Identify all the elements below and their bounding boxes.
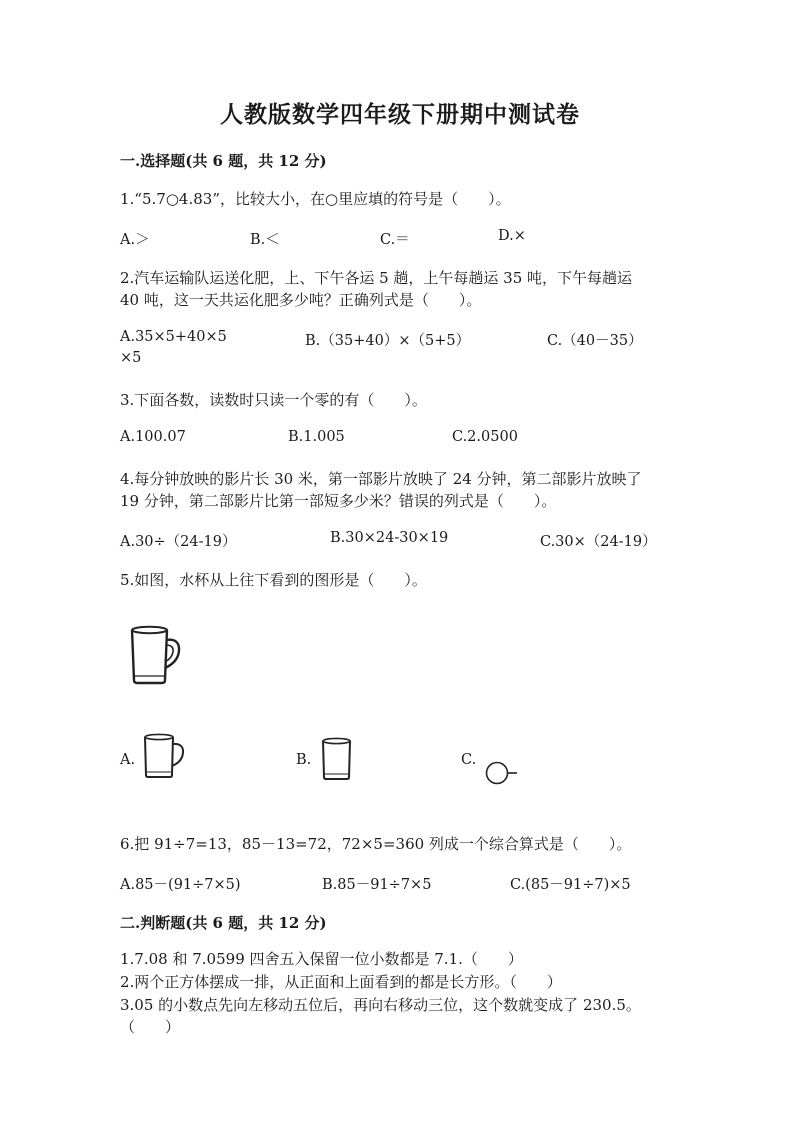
section-1-heading: 一.选择题(共 6 题，共 12 分): [120, 152, 327, 170]
q2-option-c: C.（40－35）: [547, 333, 643, 349]
cup-front-view-icon: [320, 736, 354, 782]
q3-option-b: B.1.005: [288, 429, 345, 445]
section-2-heading: 二.判断题(共 6 题，共 12 分): [120, 914, 327, 932]
cup-figure-icon: [128, 624, 184, 686]
q6-option-b: B.85－91÷7×5: [322, 877, 432, 893]
question-2-line-1: 2.汽车运输队运送化肥，上、下午各运 5 趟，上午每趟运 35 吨，下午每趟运: [120, 269, 633, 287]
q3-option-a: A.100.07: [120, 429, 186, 445]
q6-option-c: C.(85－91÷7)×5: [510, 877, 631, 893]
q1-option-b: B.＜: [250, 232, 280, 248]
question-2-line-2: 40 吨，这一天共运化肥多少吨？正确列式是（ ）。: [120, 291, 482, 309]
q1-option-a: A.＞: [120, 232, 150, 248]
q1-option-d: D.×: [498, 228, 526, 244]
q2-option-a: A.35×5+40×5: [120, 329, 227, 345]
page-title: 人教版数学四年级下册期中测试卷: [220, 101, 580, 128]
question-4-line-1: 4.每分钟放映的影片长 30 米，第一部影片放映了 24 分钟，第二部影片放映了: [120, 470, 642, 488]
q5-option-c: C.: [461, 752, 477, 768]
question-3: 3.下面各数，读数时只读一个零的有（ ）。: [120, 391, 427, 409]
q2-option-b: B.（35+40）×（5+5）: [305, 333, 471, 349]
q4-option-c: C.30×（24-19）: [540, 534, 657, 550]
q2-option-c-continued: ×5: [120, 350, 142, 366]
judgement-item-3: 3.05 的小数点先向左移动五位后，再向右移动三位，这个数就变成了 230.5。: [120, 996, 641, 1014]
question-6: 6.把 91÷7=13，85－13=72，72×5=360 列成一个综合算式是（ ）。: [120, 835, 632, 853]
cup-top-view-icon: [484, 760, 520, 788]
question-5: 5.如图，水杯从上往下看到的图形是（ ）。: [120, 571, 427, 589]
question-1: 1.“5.7○4.83”，比较大小，在○里应填的符号是（ ）。: [120, 190, 511, 208]
q3-option-c: C.2.0500: [452, 429, 518, 445]
q5-option-b: B.: [296, 752, 312, 768]
judgement-item-2: 2.两个正方体摆成一排，从正面和上面看到的都是长方形。（ ）: [120, 973, 562, 991]
judgement-item-3-continued: （ ）: [120, 1018, 181, 1036]
q4-option-b: B.30×24-30×19: [330, 530, 449, 546]
q1-option-c: C.＝: [380, 232, 410, 248]
q5-option-a: A.: [120, 752, 136, 768]
question-4-line-2: 19 分钟，第二部影片比第一部短多少米？错误的列式是（ ）。: [120, 492, 557, 510]
q6-option-a: A.85－(91÷7×5): [120, 877, 241, 893]
judgement-item-1: 1.7.08 和 7.0599 四舍五入保留一位小数都是 7.1.（ ）: [120, 950, 523, 968]
cup-side-view-icon: [142, 732, 186, 780]
q4-option-a: A.30÷（24-19）: [120, 534, 237, 550]
